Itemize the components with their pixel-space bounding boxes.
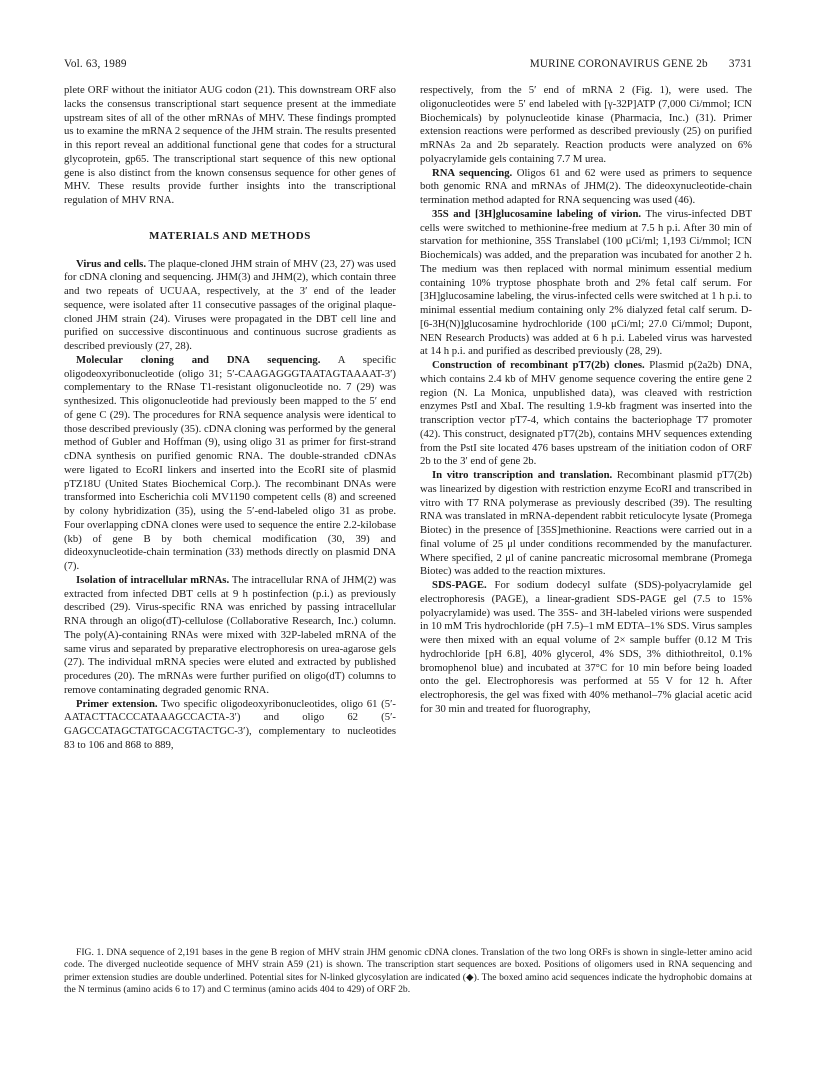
paragraph-virus-cells — [64, 258, 396, 354]
paragraph-heading: Construction of recombinant pT7(2b) clones. — [432, 359, 645, 371]
paragraph-text: The plaque-cloned JHM strain of MHV (23, 27) was used for cDNA cloning and sequencing. JHM(3) and JHM(2), which contain three and two repeats of UCUAA, respectively, at the 3′ end of the leader sequence, were isolated after 11 consecutive passages of the original plaque-cloned JHM strain (24). Viruses were propagated in the DBT cell line and purified on successive discontinuous and continuous sucrose gradients as described previously (27, 28). — [64, 257, 396, 352]
figure-caption — [64, 947, 752, 996]
paragraph-text: The virus-infected DBT cells were switched to methionine-free medium at 7.5 h p.i. After 30 min of starvation for methionine, 35S Translabel (100 μCi/ml; 1,193 Ci/mmol; ICN Biochemicals) was added, and the preparation was incubated for another 2 h. The medium was then replaced with normal minimum essential medium containing 10% tryptose phosphate broth and 2% fetal calf serum. For [3H]glucosamine labeling, the virus-infected cells were switched at 1 h p.i. to minimal essential medium containing only 2% dialyzed fetal calf serum. D-[6-3H(N)]glucosamine hydrochloride (100 μCi/ml; 27.0 Ci/mmol; Dupont, NEN Research Products) was added at 6 h p.i. Labeled virus was harvested at 14 h p.i. and purified as described previously (28, 29). — [420, 207, 752, 358]
section-title: MATERIALS AND METHODS — [149, 229, 311, 242]
paragraph-cloning — [64, 354, 396, 574]
paragraph-heading: Isolation of intracellular mRNAs. — [76, 573, 230, 586]
page-number: 3731 — [728, 58, 752, 70]
paragraph-text: Oligos 61 and 62 were used as primers to sequence both genomic RNA and mRNAs of JHM(2). The dideoxynucleotide-chain termination method adapted for RNA sequencing was used (46). — [420, 166, 752, 206]
paragraph-heading: RNA sequencing. — [432, 166, 513, 179]
paragraph-continued — [420, 84, 752, 167]
left-column — [64, 84, 396, 753]
paragraph-heading: In vitro transcription and translation. — [432, 469, 613, 481]
right-column — [420, 84, 752, 717]
figure-caption-text: FIG. 1. DNA sequence of 2,191 bases in the gene B region of MHV strain JHM genomic cDNA clones. Translation of the two long ORFs is shown in single-letter amino acid code. The diverged nucleotide sequence of MHV strain A59 (21) is shown. The transcription start sequences are boxed. Positions of oligomers used in RNA sequencing and primer extension studies are double underlined. Potential sites for N-linked glycosylation are indicated (◆). The boxed amino acid sequences indicate the hydrophobic domains at the N terminus (amino acids 6 to 17) and C terminus (amino acids 404 to 429) of ORF 2b. — [64, 947, 752, 995]
paragraph-text: respectively, from the 5′ end of mRNA 2 (Fig. 1), were used. The oligonucleotides were 5′ end labeled with [γ-32P]ATP (7,000 Ci/mmol; ICN Biochemicals) by polynucleotide kinase (Pharmacia, Inc.) (31). Primer extension reactions were performed as described previously (25) on purified mRNAs 2a and 2b separately. Reaction products were analyzed on 6% polyacrylamide gels containing 7.7 M urea. — [420, 84, 752, 165]
paragraph-text: For sodium dodecyl sulfate (SDS)-polyacrylamide gel electrophoresis (PAGE), a linear-gradient SDS-PAGE gel (7.5 to 15% polyacrylamide) was used. The 35S- and 3H-labeled virions were suspended in 10 mM Tris hydrochloride (pH 7.5)–1 mM EDTA–1% SDS. Virus samples were then mixed with an equal volume of 2× sample buffer (0.12 M Tris hydrochloride [pH 6.8], 40% glycerol, 4% SDS, 3% dithiothreitol, 0.1% bromophenol blue) and incubated at 37°C for 10 min before being loaded onto the gel. Electrophoresis was performed at 55 V for 12 h. After electrophoresis, the gel was fixed with 40% methanol–7% glacial acetic acid for 30 min and treated for fluorography, — [420, 579, 752, 715]
paragraph-text: Two specific oligodeoxyribonucleotides, oligo 61 (5′-AATACTTACCCATAAAGCCACTA-3′) and oligo 62 (5′-GAGCCATAGCTATGCACGTACTGC-3′), complementary to nucleotides 83 to 106 and 868 to 889, — [64, 697, 396, 751]
paragraph-heading: Molecular cloning and DNA sequencing. — [76, 353, 321, 366]
paragraph-heading: Virus and cells. — [76, 257, 147, 270]
intro-paragraph: plete ORF without the initiator AUG codon (21). This downstream ORF also lacks the consensus transcriptional start sequence present at the immediate upstream sites of all of the other mRNAs of MHV. These findings prompted us to examine the mRNA 2 sequence of the JHM strain. The results presented in this report reveal an additional functional gene that codes for a structural glycoprotein, gp65. The transcriptional start sequence of this new optional gene is also distinct from the known consensus sequence for other genes of MHV. These results provide further insights into the transcriptional regulation of MHV RNA. — [64, 84, 396, 206]
journal-volume: Vol. 63, 1989 — [64, 58, 127, 70]
paragraph-heading: 35S and [3H]glucosamine labeling of virion. — [432, 207, 642, 220]
paragraph-transcription — [420, 469, 752, 579]
header-right — [512, 58, 752, 70]
paragraph-mrna-isolation — [64, 574, 396, 698]
running-title: MURINE CORONAVIRUS GENE 2b — [529, 58, 708, 70]
paragraph-construction — [420, 359, 752, 469]
paragraph-text: The intracellular RNA of JHM(2) was extracted from infected DBT cells at 9 h postinfection (p.i.) as previously described (29). Virus-specific RNA was enriched by passing intracellular RNA through an oligo(dT)-cellulose (Collaborative Research, Inc.) column. The poly(A)-containing RNAs were mixed with 32P-labeled mRNA of the same virus and separated by preparative electrophoresis on urea-agarose gels (27). The individual mRNA species were eluted and extracted by published procedures (20). The mRNAs were further purified on oligo(dT) columns to remove contaminating degraded genomic RNA. — [64, 573, 397, 696]
paragraph-text: Plasmid p(2a2b) DNA, which contains 2.4 kb of MHV genome sequence covering the entire gene 2 region (N. La Monica, unpublished data), was cleaved with restriction enzymes PstI and XbaI. The resulting 1.9-kb fragment was inserted into the transcription vector pT7-4, which contains the bacteriophage T7 promoter (42). This construct, designated pT7(2b), contains MHV sequences extending from the PstI site located 476 bases upstream of the initiation codon of ORF 2b to the 3′ end of gene 2b. — [420, 359, 752, 468]
running-header — [64, 58, 752, 74]
paragraph-heading: Primer extension. — [76, 697, 158, 710]
paragraph-text: A specific oligodeoxyribonucleotide (oligo 31; 5′-CAAGAGGGTAATAGTAAAAT-3′) complementary to the RNase T1-resistant oligonucleotide no. 7 (29) was synthesized. This oligonucleotide had previously been mapped to the 5′ end of gene C (29). The procedures for RNA sequence analysis were identical to those described previously (35). cDNA cloning was performed by the general method of Gubler and Hoffman (9), using oligo 31 as primer for first-strand cDNA synthesis on purified genomic RNA. The double-stranded cDNAs were ligated to EcoRI linkers and inserted into the EcoRI site of plasmid pTZ18U (United States Biochemical Corp.). The recombinant DNAs were transformed into Escherichia coli MV1190 competent cells (8) and screened by colony hybridization (35), using the 5′-end-labeled oligo 31 as probe. Four overlapping cDNA clones were used to sequence the entire 2.2-kilobase (kb) of gene B by both chemical modification (30, 39) and dideoxynucleotide-chain termination (33) methods directly on plasmid DNA (7). — [64, 353, 396, 572]
paragraph-primer-extension — [64, 698, 396, 753]
paragraph-heading: SDS-PAGE. — [432, 579, 487, 591]
paragraph-sds-page — [420, 579, 752, 717]
paragraph-text: Recombinant plasmid pT7(2b) was linearized by digestion with restriction enzyme EcoRI and transcribed in vitro with T7 RNA polymerase as previously described (39). The resulting RNA was translated in mRNA-dependent rabbit reticulocyte lysate (Promega Biotec) in the presence of [35S]methionine. Reactions were carried out in a final volume of 25 μl under conditions recommended by the manufacturer. Where specified, 2 μl of canine pancreatic microsomal membrane (Promega Biotec) was added to the reaction mixtures. — [420, 469, 752, 578]
paragraph-rna-sequencing — [420, 167, 752, 208]
paragraph-labeling — [420, 208, 752, 359]
